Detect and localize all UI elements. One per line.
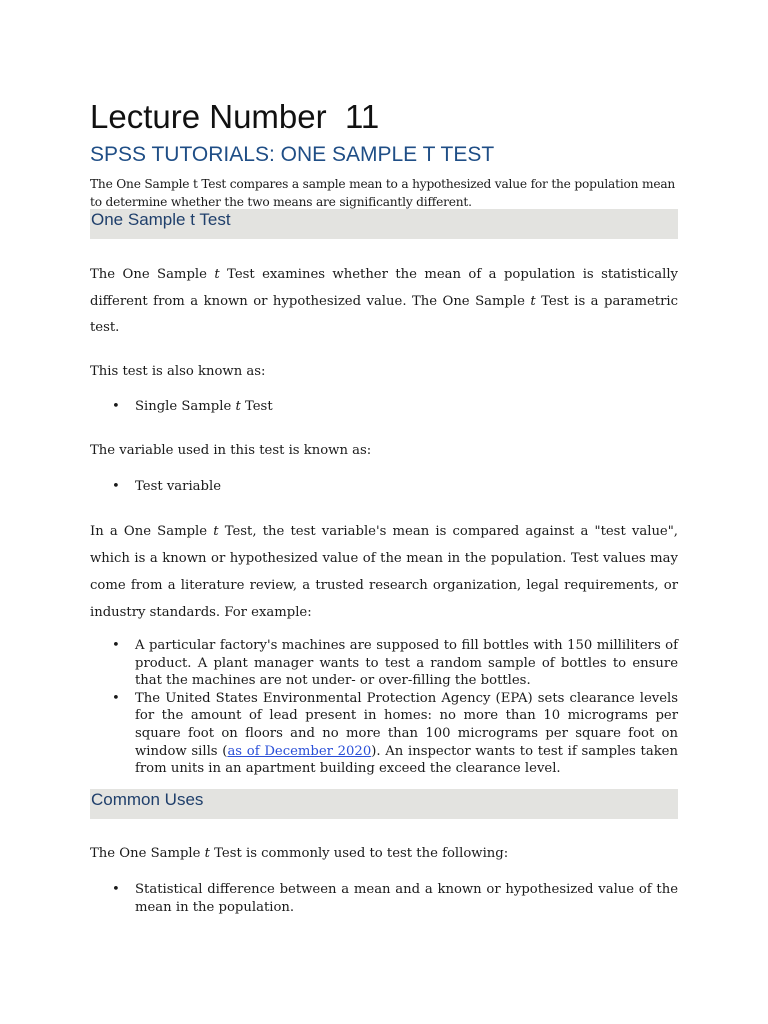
list-item: • Test variable [90, 479, 678, 494]
intro-paragraph: The One Sample t Test compares a sample mean to a hypothesized value for the population mean to determine whether the two means are significantly different. [90, 177, 676, 209]
tutorial-subtitle: SPSS TUTORIALS: ONE SAMPLE T TEST [90, 143, 495, 166]
list-item: • The United States Environmental Protection Agency (EPA) sets clearance levels for the amount of lead present in homes: no more than 10 micrograms per square foot on floors and no more than 100 micrograms per square foot on window sills (as of December 2020). An inspector wants to test if samples taken from units in an apartment building exceed the clearance level. [90, 690, 678, 778]
variable-list [90, 479, 678, 494]
common-uses-list [90, 881, 678, 916]
section-heading-common-uses [90, 789, 678, 819]
list-item: • Statistical difference between a mean and a known or hypothesized value of the mean in the population. [90, 881, 678, 916]
section-heading-text: One Sample t Test [91, 210, 231, 229]
lecture-title: Lecture Number 11 [90, 98, 380, 135]
common-uses-intro: The One Sample t Test is commonly used to test the following: [90, 846, 509, 861]
definition-paragraph: The One Sample t Test examines whether the mean of a population is statistically different from a known or hypothesized value. The One Sample t Test is a parametric test. [90, 267, 678, 335]
variable-intro-text: The variable used in this test is known as: [90, 443, 372, 458]
section-heading-one-sample [90, 209, 678, 239]
test-value-paragraph: In a One Sample t Test, the test variable's mean is compared against a "test value", which is a known or hypothesized value of the mean in the population. Test values may come from a literature review, a trusted research organization, legal requirements, or industry standards. For example: [90, 524, 678, 620]
list-item: • A particular factory's machines are supposed to fill bottles with 150 milliliters of product. A plant manager wants to test a random sample of bottles to ensure that the machines are not under- or over-filling the bottles. [90, 637, 678, 690]
december-2020-link[interactable]: as of December 2020 [227, 743, 372, 759]
alias-list [90, 399, 678, 414]
list-item: • Single Sample t Test [90, 399, 678, 414]
examples-list [90, 637, 678, 778]
section-heading-text: Common Uses [91, 790, 204, 809]
also-known-as-text: This test is also known as: [90, 364, 266, 379]
